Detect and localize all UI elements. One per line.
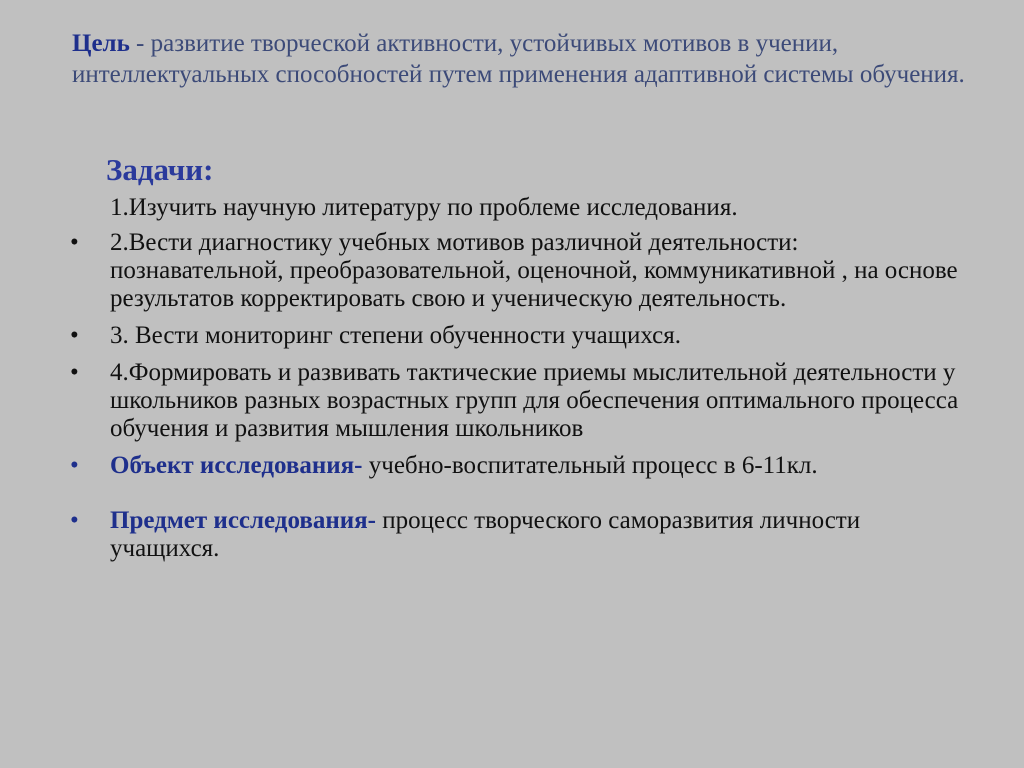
research-subject (70, 507, 970, 563)
task-item-4 (70, 359, 970, 443)
bullet-icon: • (70, 359, 79, 386)
research-object (70, 452, 970, 480)
task-item-3 (70, 322, 970, 350)
research-object-label: Объект исследования- (110, 452, 363, 479)
bullet-icon: • (70, 322, 79, 349)
goal-separator: - (129, 30, 151, 57)
goal-label: Цель (72, 30, 130, 57)
task-item-2-text: 2.Вести диагностику учебных мотивов различной деятельности: познавательной, преобразовательной, оценочной, коммуникативной , на основе результатов корректировать свою и ученическую деятельность. (110, 229, 958, 312)
task-item-3-text: 3. Вести мониторинг степени обученности учащихся. (110, 322, 681, 349)
bullet-icon: • (70, 229, 79, 256)
research-subject-label: Предмет исследования- (110, 507, 376, 534)
task-item-2 (70, 229, 970, 313)
research-subject-text: процесс творческого саморазвития личности учащихся. (110, 507, 861, 562)
goal-text: развитие творческой активности, устойчивых мотивов в учении, интеллектуальных способностей путем применения адаптивной системы обучения. (72, 30, 965, 88)
goal-paragraph (72, 28, 992, 90)
task-item-1: 1.Изучить научную литературу по проблеме исследования. (110, 194, 738, 221)
tasks-heading: Задачи: (106, 152, 214, 187)
task-item-4-text: 4.Формировать и развивать тактические приемы мыслительной деятельности у школьников разных возрастных групп для обеспечения оптимального процесса обучения и развития мышления школьников (110, 359, 959, 442)
bullet-icon: • (70, 507, 79, 534)
research-object-text: учебно-воспитательный процесс в 6-11кл. (362, 452, 818, 479)
bullet-icon: • (70, 452, 79, 479)
tasks-list (70, 229, 970, 572)
